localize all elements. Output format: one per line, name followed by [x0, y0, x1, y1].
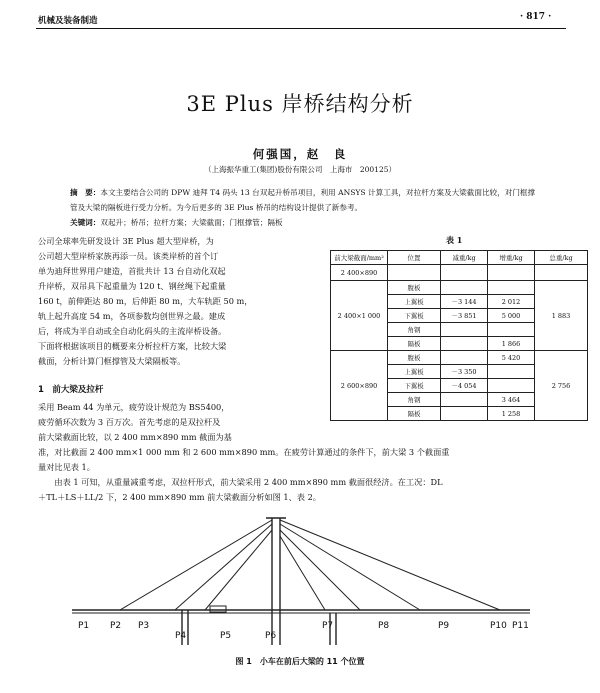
table-cell [441, 265, 488, 281]
table-cell [441, 393, 488, 407]
text-line: 由表 1 可知，从重量减重考虑，双拉杆形式，前大梁采用 2 400 mm×890 mm 截面很经济。在工况：DL [38, 477, 443, 487]
table-cell: －3 350 [441, 365, 488, 379]
table-cell: －3 851 [441, 309, 488, 323]
table-cell: 2 756 [535, 351, 588, 421]
table-header-row [331, 251, 588, 265]
text-line: 公司全球率先研发设计 3E Plus 超大型岸桥，为 [38, 236, 214, 246]
table-header-cell: 增重/kg [488, 251, 535, 265]
text-line: 量对比见表 1。 [38, 462, 95, 472]
table-cell: 3 464 [488, 393, 535, 407]
table-row [331, 265, 588, 281]
table-cell [441, 351, 488, 365]
table-cell [488, 281, 535, 295]
abstract-text: 本文主要结合公司的 DPW 迪拜 T4 码头 13 台双起升桥吊项目，利用 ANSYS 计算工具，对拉杆方案及大梁截面比较，对门框撑管及大梁的隔板进行受力分析。为今后更多的 3E Plus 桥吊的结构设计提供了新参考。 [70, 188, 536, 212]
text-line: 截面，分析计算门框撑管及大梁隔板等。 [38, 356, 186, 366]
affiliation: （上海振华重工(集团)股份有限公司 上海市 200125） [204, 165, 396, 174]
table-cell: 5 420 [488, 351, 535, 365]
table-cell: 角钢 [388, 393, 441, 407]
table-cell [441, 407, 488, 421]
table-cell [488, 379, 535, 393]
text-line: 前大梁截面比较，以 2 400 mm×890 mm 截面为基 [38, 432, 232, 442]
page-number: · 817 · [520, 12, 552, 22]
table-cell [441, 323, 488, 337]
table-cell: 下翼板 [388, 379, 441, 393]
crane-structure-figure [60, 510, 540, 648]
intro-paragraph [38, 234, 320, 369]
table-row [331, 281, 588, 295]
table-cell: 腹板 [388, 281, 441, 295]
back-tie [120, 520, 272, 610]
abstract [70, 185, 540, 230]
section-heading: 1 前大梁及拉杆 [38, 385, 104, 395]
position-label: P11 [512, 621, 529, 631]
back-tie [205, 530, 272, 610]
journal-name: 机械及装备制造 [38, 16, 98, 26]
trolley [210, 606, 226, 612]
authors: 何强国，赵 良 [252, 147, 348, 161]
table-cell: 腹板 [388, 351, 441, 365]
text-line: 后，将成为半自动或全自动化码头的主流岸桥设备。 [38, 326, 227, 336]
position-label: P9 [438, 621, 450, 631]
text-line: 下面将根据该项目的概要来分析拉杆方案，比较大梁 [38, 341, 227, 351]
table-cell [488, 323, 535, 337]
table-cell [488, 365, 535, 379]
position-label: P4 [175, 631, 187, 641]
table-cell: 1 866 [488, 337, 535, 351]
forward-tie [280, 524, 420, 610]
position-label: P7 [322, 621, 334, 631]
table-cell: 隔板 [388, 407, 441, 421]
table-cell: 2 400×890 [331, 265, 388, 281]
table-header-cell: 减重/kg [441, 251, 488, 265]
table-cell: 上翼板 [388, 295, 441, 309]
text-line: ＋TL＋LS＋LL/2 下，2 400 mm×890 mm 前大梁截面分析如图 1、表 2。 [38, 492, 321, 502]
position-label: P2 [110, 621, 122, 631]
table-cell [441, 281, 488, 295]
forward-tie [280, 520, 500, 610]
table-cell: 角钢 [388, 323, 441, 337]
table-cell: －3 144 [441, 295, 488, 309]
position-label: P8 [378, 621, 390, 631]
keywords-text: 双起升；桥吊；拉杆方案；大梁截面；门框撑管；隔板 [100, 218, 283, 227]
text-line: 160 t，前伸距达 80 m，后伸距 80 m，大车轨距 50 m， [38, 296, 253, 306]
table-title: 表 1 [446, 235, 463, 245]
forward-tie [280, 530, 360, 610]
position-label: P3 [138, 621, 150, 631]
text-line: 升岸桥，双吊具下起重量为 120 t、钢丝绳下起重量 [38, 281, 226, 291]
text-line: 单为迪拜世界用户建造，首批共计 13 台自动化双起 [38, 266, 226, 276]
table-header-cell: 总重/kg [535, 251, 588, 265]
table-header-cell: 前大梁截面/mm² [331, 251, 388, 265]
table-header-cell: 位置 [388, 251, 441, 265]
body-paragraph-left [38, 400, 320, 445]
back-tie [175, 524, 272, 610]
figure-caption: 图 1 小车在前后大梁的 11 个位置 [235, 657, 365, 666]
position-label: P5 [220, 631, 232, 641]
text-line: 采用 Beam 44 为单元，疲劳设计规范为 BS5400， [38, 402, 230, 412]
table-cell: 隔板 [388, 337, 441, 351]
header-rule [36, 28, 566, 29]
table-cell [441, 337, 488, 351]
text-line: 疲劳循环次数为 3 百万次。首先考虑的是双拉杆及 [38, 417, 221, 427]
table-1 [330, 250, 588, 421]
text-line: 轨上起升高度 54 m，各项参数均创世界之最。建成 [38, 311, 226, 321]
abstract-label: 摘 要： [70, 188, 101, 197]
table-cell [535, 265, 588, 281]
table-cell: 2 400×1 000 [331, 281, 388, 351]
body-paragraph-full [38, 445, 568, 505]
position-label: P6 [265, 631, 277, 641]
position-label: P1 [78, 621, 90, 631]
paper-title: 3E Plus 岸桥结构分析 [186, 92, 414, 116]
table-cell: 1 883 [535, 281, 588, 351]
table-cell [388, 265, 441, 281]
table-cell: 2 600×890 [331, 351, 388, 421]
text-line: 公司超大型岸桥家族再添一员。该类岸桥的首个订 [38, 251, 219, 261]
table-cell: 下翼板 [388, 309, 441, 323]
table-cell: 1 258 [488, 407, 535, 421]
table-row [331, 351, 588, 365]
table-cell: 5 000 [488, 309, 535, 323]
table-cell [488, 265, 535, 281]
keywords-label: 关键词： [70, 218, 101, 227]
position-labels [78, 621, 529, 641]
table-cell: －4 054 [441, 379, 488, 393]
text-line: 准，对比截面 2 400 mm×1 000 mm 和 2 600 mm×890 mm。在疲劳计算通过的条件下，前大梁 3 个截面重 [38, 447, 450, 457]
table-cell: 上翼板 [388, 365, 441, 379]
table-cell: 2 012 [488, 295, 535, 309]
position-label: P10 [490, 621, 507, 631]
